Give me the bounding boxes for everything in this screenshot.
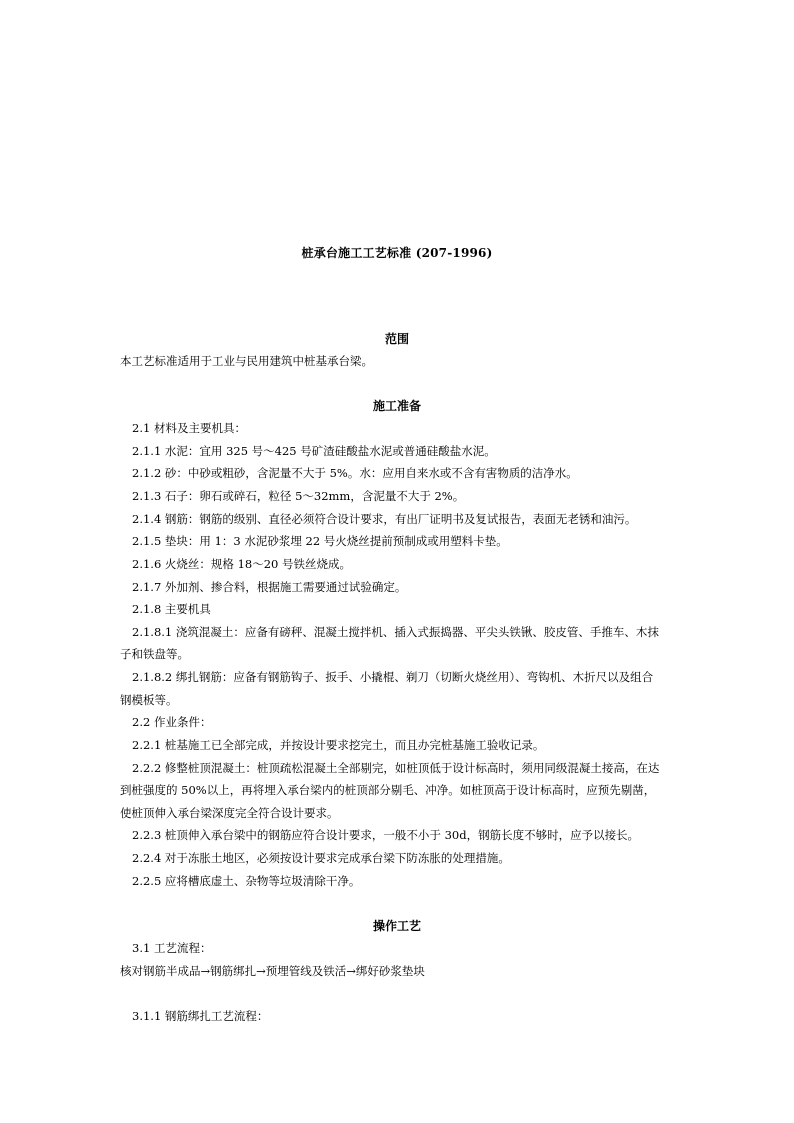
section-heading-preparation: 施工准备: [372, 399, 421, 413]
paragraph-line: 2.2.2 修整桩顶混凝土：桩顶疏松混凝土全部剔完，如桩顶低于设计标高时，须用同级混凝土接高，在达: [132, 761, 660, 775]
paragraph-line: 2.1.8.2 绑扎钢筋：应备有钢筋钩子、扳手、小撬棍、剃刀（切断火烧丝用）、弯钩机、木折尺以及组合: [132, 670, 654, 684]
paragraph-line: 2.2.3 桩顶伸入承台梁中的钢筋应符合设计要求，一般不小于 30d，钢筋长度不够时，应予以接长。: [132, 828, 640, 842]
paragraph-line: 2.1.6 火烧丝：规格 18～20 号铁丝烧成。: [132, 557, 351, 571]
paragraph-line: 2.1.4 钢筋：钢筋的级别、直径必须符合设计要求，有出厂证明书及复试报告，表面无老锈和油污。: [132, 512, 637, 526]
paragraph-line: 2.2.5 应将槽底虚土、杂物等垃圾清除干净。: [132, 874, 361, 888]
paragraph-line: 2.1.1 水泥：宜用 325 号～425 号矿渣硅酸盐水泥或普通硅酸盐水泥。: [132, 444, 496, 458]
paragraph-line: 3.1.1 钢筋绑扎工艺流程：: [132, 1009, 269, 1023]
paragraph-line: 使桩顶伸入承台梁深度完全符合设计要求。: [120, 806, 339, 820]
paragraph-line: 子和铁盘等。: [120, 647, 189, 661]
paragraph-line: 2.2.4 对于冻胀土地区，必须按设计要求完成承台梁下防冻胀的处理措施。: [132, 851, 510, 865]
section-heading-scope: 范围: [384, 332, 409, 346]
paragraph-line: 2.1.8 主要机具: [132, 602, 211, 616]
paragraph-line: 2.1.8.1 浇筑混凝土：应备有磅秤、混凝土搅拌机、插入式振捣器、平尖头铁锹、胶皮管、手推车、木抹: [132, 625, 659, 639]
paragraph-line: 2.1.3 石子：卵石或碎石，粒径 5～32mm，含泥量不大于 2%。: [132, 489, 465, 503]
paragraph-line: 2.1.2 砂：中砂或粗砂，含泥量不大于 5%。水：应用自来水或不含有害物质的洁净水。: [132, 466, 578, 480]
paragraph-line: 2.1.7 外加剂、掺合料，根据施工需要通过试验确定。: [132, 580, 407, 594]
section-heading-operation: 操作工艺: [372, 919, 421, 933]
scope-paragraph: 本工艺标准适用于工业与民用建筑中桩基承台梁。: [120, 354, 373, 368]
paragraph-line: 3.1 工艺流程：: [132, 941, 212, 955]
paragraph-line: 2.1.5 垫块：用 1：3 水泥砂浆埋 22 号火烧丝提前预制成或用塑料卡垫。: [132, 534, 508, 548]
paragraph-line: 2.2.1 桩基施工已全部完成，并按设计要求挖完土，而且办完桩基施工验收记录。: [132, 738, 545, 752]
paragraph-line: 2.1 材料及主要机具：: [132, 421, 246, 435]
paragraph-line: 钢模板等。: [120, 693, 178, 707]
paragraph-line: 2.2 作业条件：: [132, 715, 212, 729]
paragraph-line: 到桩强度的 50%以上，再将埋入承台梁内的桩顶部分剔毛、冲净。如桩顶高于设计标高时，应预先剔凿，: [120, 783, 656, 797]
document-title: 桩承台施工工艺标准 (207-1996): [301, 246, 493, 260]
process-flow-line: 核对钢筋半成品→钢筋绑扎→预埋管线及铁活→绑好砂浆垫块: [120, 964, 425, 978]
